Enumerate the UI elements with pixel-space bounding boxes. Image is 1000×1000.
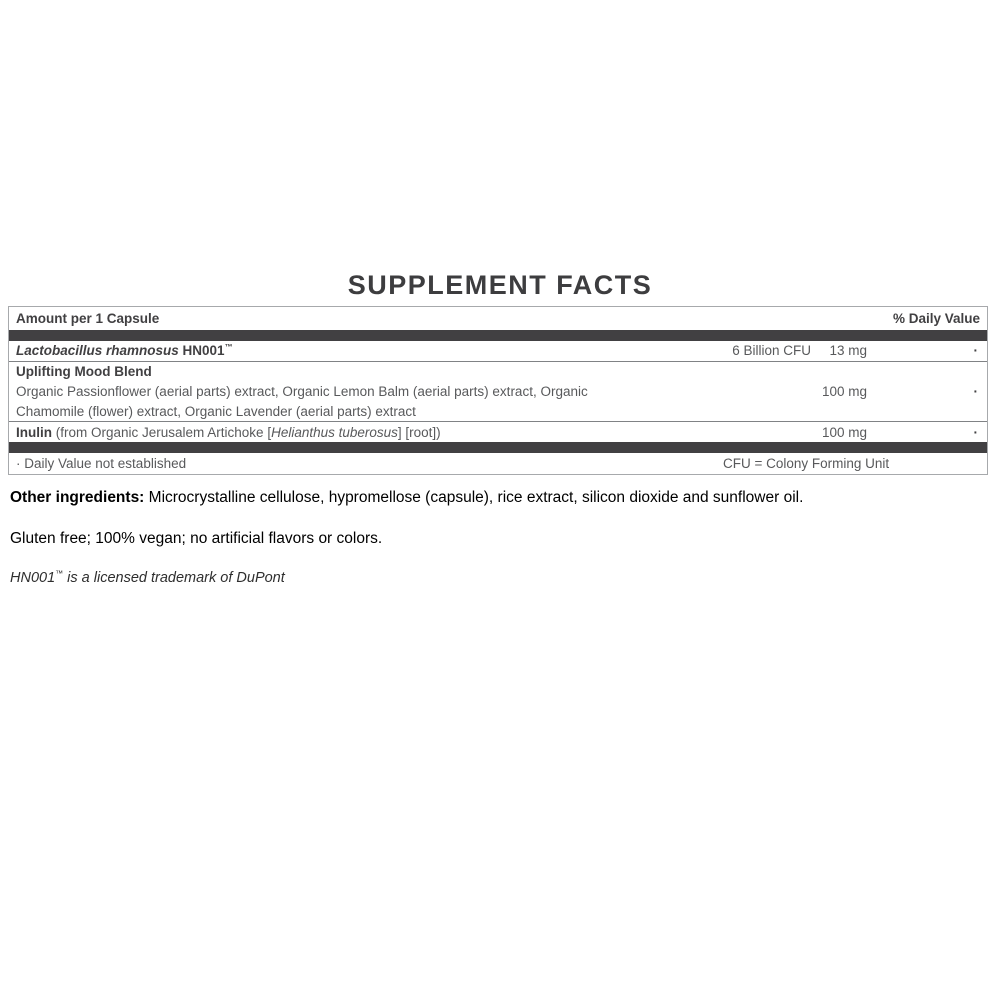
table-row-inulin xyxy=(9,421,987,442)
trademark-icon: ™ xyxy=(224,342,233,352)
ingredient-name-species: Lactobacillus rhamnosus xyxy=(16,343,179,358)
ingredient-name: Inulin xyxy=(16,425,52,440)
supplement-facts-table xyxy=(8,306,988,475)
daily-value-marker: · xyxy=(973,425,978,440)
trademark-icon: ™ xyxy=(55,569,64,579)
amount-mg: 13 mg xyxy=(829,343,867,358)
daily-value-footnote: · Daily Value not established xyxy=(16,456,187,471)
table-footnote-row xyxy=(9,453,987,474)
trademark-strain: HN001 xyxy=(10,570,56,586)
amount-mg: 100 mg xyxy=(821,384,867,399)
table-row-uplifting-mood-blend xyxy=(9,361,987,421)
ingredient-source-post: ] [root]) xyxy=(397,425,441,440)
ingredient-name-strain: HN001 xyxy=(178,343,225,358)
other-ingredients-text: Microcrystalline cellulose, hypromellose (capsule), rice extract, silicon dioxide and sunflower oil. xyxy=(144,489,804,506)
blend-ingredients-line1: Organic Passionflower (aerial parts) extract, Organic Lemon Balm (aerial parts) extract, Organic xyxy=(16,384,588,399)
blend-name: Uplifting Mood Blend xyxy=(16,364,152,379)
table-header-row xyxy=(9,307,987,330)
other-ingredients-paragraph xyxy=(10,488,990,508)
header-daily-value: % Daily Value xyxy=(892,311,980,326)
ingredient-source-pre: (from Organic Jerusalem Artichoke [ xyxy=(52,425,272,440)
amount-mg: 100 mg xyxy=(821,425,867,440)
claims-paragraph: Gluten free; 100% vegan; no artificial flavors or colors. xyxy=(10,530,383,547)
page-title: SUPPLEMENT FACTS xyxy=(347,270,653,300)
trademark-text: is a licensed trademark of DuPont xyxy=(63,570,285,586)
amount-cfu: 6 Billion CFU xyxy=(732,343,811,358)
blend-ingredients-line2: Chamomile (flower) extract, Organic Lavender (aerial parts) extract xyxy=(16,404,416,419)
table-row-lactobacillus xyxy=(9,341,987,361)
other-ingredients-label: Other ingredients: xyxy=(10,489,145,506)
daily-value-marker: · xyxy=(973,343,978,358)
trademark-paragraph xyxy=(10,569,285,588)
cfu-definition: CFU = Colony Forming Unit xyxy=(723,456,890,471)
ingredient-latin-name: Helianthus tuberosus xyxy=(271,425,398,440)
divider-bar-bottom xyxy=(9,442,987,453)
divider-bar-top xyxy=(9,330,987,341)
daily-value-marker: · xyxy=(973,384,978,399)
header-amount-per-capsule: Amount per 1 Capsule xyxy=(16,311,160,326)
